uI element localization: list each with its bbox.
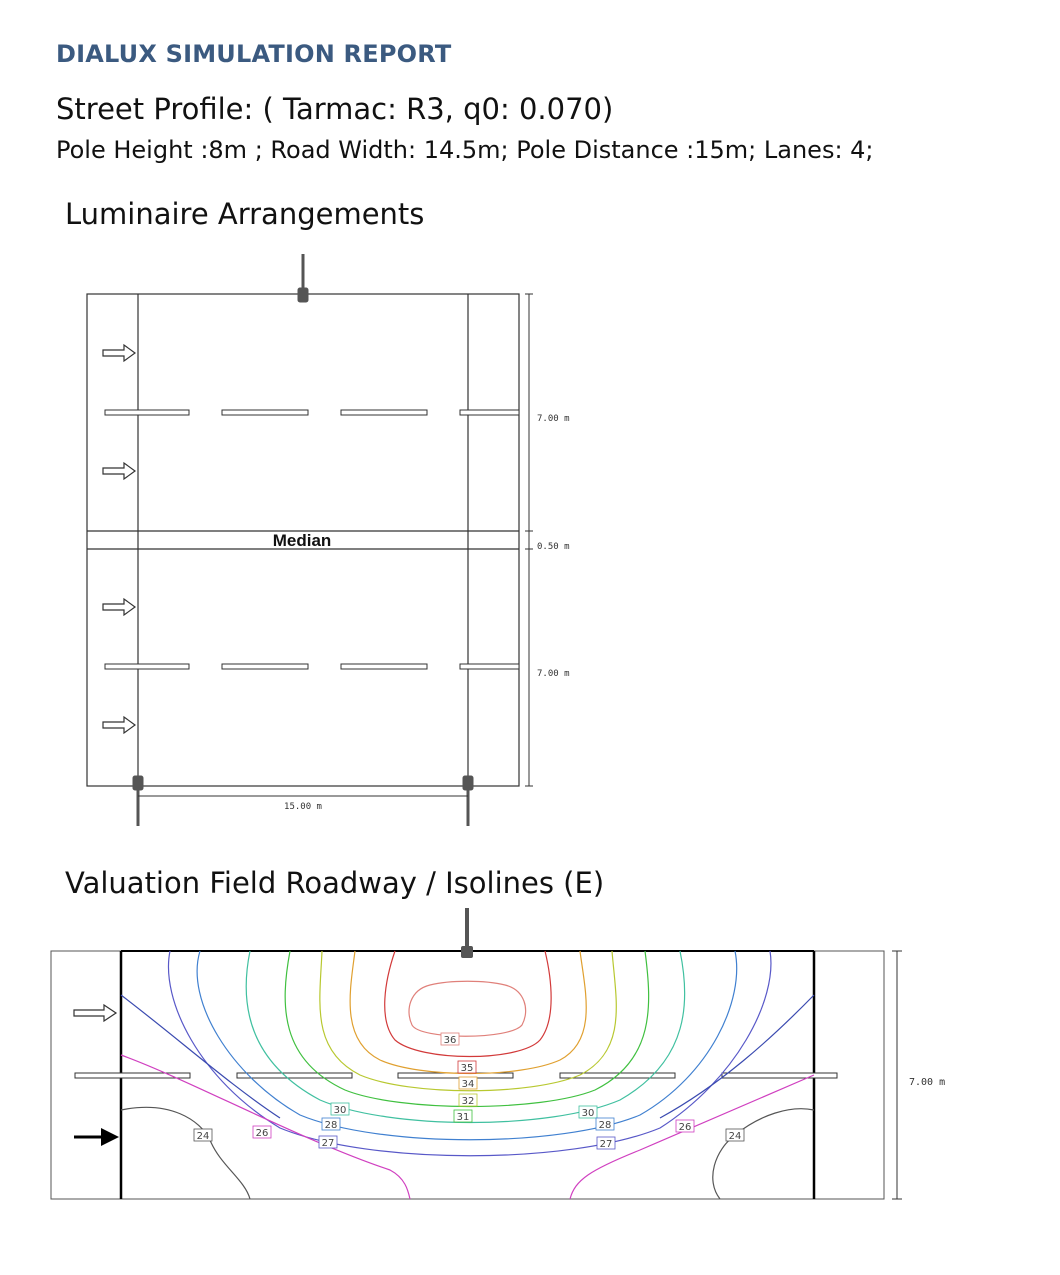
- luminaire-icon: [133, 776, 143, 790]
- isoline-label: [597, 1137, 615, 1150]
- isoline-label: [319, 1136, 337, 1149]
- dimension-lines: [138, 294, 533, 796]
- lane-marking: [460, 410, 519, 415]
- isoline-label: [454, 1110, 472, 1123]
- dimension-median-label: 0.50 m: [537, 542, 570, 552]
- lane-marking: [237, 1073, 352, 1078]
- svg-text:26: 26: [255, 1128, 269, 1139]
- svg-text:24: 24: [728, 1131, 742, 1142]
- dimension-upper-label: 7.00 m: [537, 414, 570, 424]
- lane-marking: [105, 410, 189, 415]
- isoline-labels: [194, 1033, 744, 1150]
- street-profile-parameters: Pole Height :8m ; Road Width: 14.5m; Pole Distance :15m; Lanes: 4;: [56, 136, 874, 164]
- isolines-title: Valuation Field Roadway / Isolines (E): [65, 866, 605, 900]
- isoline-36: [409, 981, 526, 1036]
- lane-marking: [460, 664, 519, 669]
- lane-marking: [105, 664, 189, 669]
- lane-marking: [722, 1073, 837, 1078]
- svg-text:36: 36: [443, 1035, 457, 1046]
- isoline-label: [726, 1129, 744, 1142]
- lane-marking: [222, 664, 308, 669]
- svg-text:30: 30: [333, 1105, 347, 1116]
- luminaire-icon: [463, 776, 473, 790]
- svg-text:28: 28: [598, 1120, 612, 1131]
- isoline-label: [331, 1103, 349, 1116]
- isoline-24-left: [121, 1107, 250, 1199]
- street-profile-title: Street Profile: ( Tarmac: R3, q0: 0.070): [56, 92, 614, 126]
- isoline-label: [579, 1106, 597, 1119]
- lane-marking: [75, 1073, 190, 1078]
- isoline-24-right: [713, 1109, 814, 1199]
- svg-text:26: 26: [678, 1122, 692, 1133]
- svg-text:34: 34: [461, 1079, 475, 1090]
- median-label: Median: [272, 531, 332, 550]
- isoline-27-left-tail: [121, 995, 280, 1118]
- luminaire-icon: [461, 946, 473, 958]
- lane-marking: [222, 410, 308, 415]
- lane-marking: [341, 664, 427, 669]
- direction-arrow-icon: [103, 599, 135, 615]
- isolines-plot: [51, 908, 945, 1199]
- traffic-direction-arrows: [103, 345, 135, 733]
- direction-arrow-icon: [103, 345, 135, 361]
- isoline-label: [459, 1094, 477, 1107]
- svg-text:32: 32: [461, 1096, 475, 1107]
- svg-text:27: 27: [599, 1139, 613, 1150]
- isoline-label: [253, 1126, 271, 1139]
- svg-text:31: 31: [456, 1112, 470, 1123]
- direction-arrow-icon: [74, 1005, 116, 1021]
- isoline-label: [322, 1118, 340, 1131]
- isoline-label: [596, 1118, 614, 1131]
- svg-text:30: 30: [581, 1108, 595, 1119]
- svg-text:28: 28: [324, 1120, 338, 1131]
- isoline-label: [676, 1120, 694, 1133]
- luminaire-arrangements-title: Luminaire Arrangements: [65, 197, 425, 231]
- luminaire-icon: [298, 288, 308, 302]
- direction-arrow-icon: [103, 717, 135, 733]
- svg-text:27: 27: [321, 1138, 335, 1149]
- isoline-label: [458, 1061, 476, 1074]
- svg-text:24: 24: [196, 1131, 210, 1142]
- isoline-label: [194, 1129, 212, 1142]
- svg-text:35: 35: [460, 1063, 474, 1074]
- report-title: DIALUX SIMULATION REPORT: [56, 40, 452, 68]
- direction-arrow-icon: [103, 463, 135, 479]
- lane-marking: [341, 410, 427, 415]
- dimension-spacing-label: 15.00 m: [284, 802, 322, 812]
- isoline-label: [459, 1077, 477, 1090]
- dimension-lower-label: 7.00 m: [537, 669, 570, 679]
- isolines-dimension-label: 7.00 m: [909, 1077, 946, 1088]
- isoline-label: [441, 1033, 459, 1046]
